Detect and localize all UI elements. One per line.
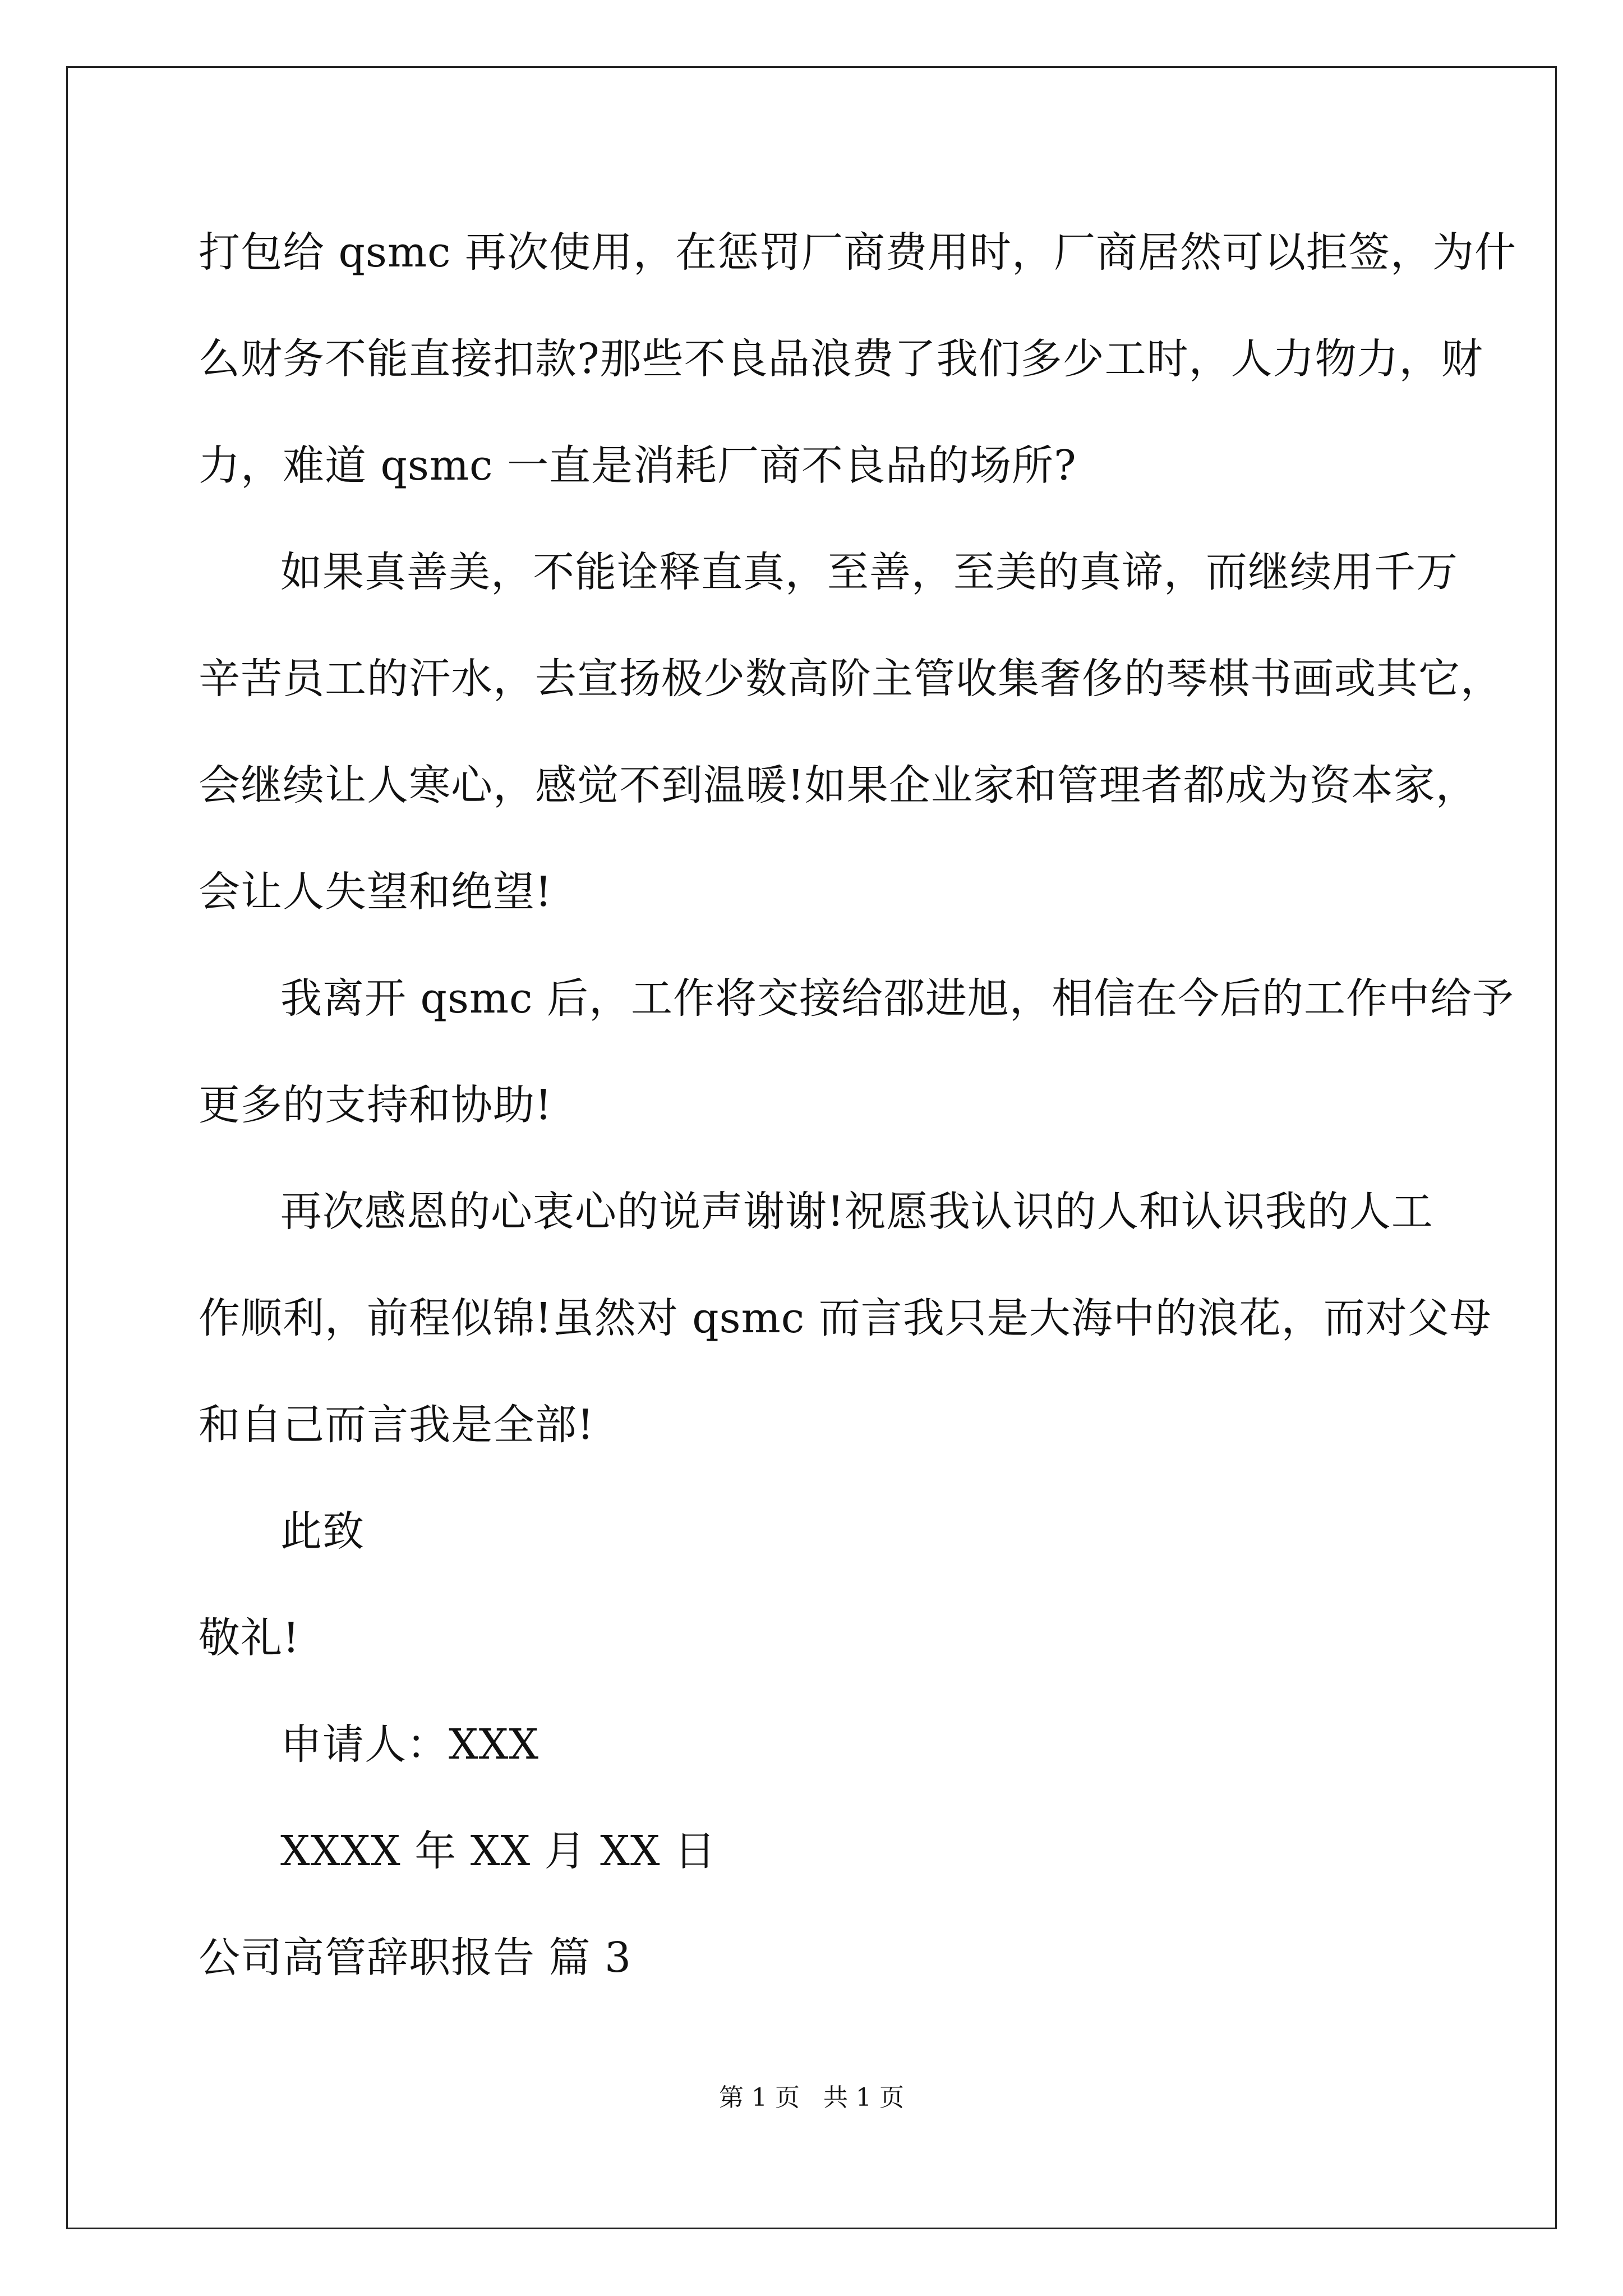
body-line-2: 么财务不能直接扣款?那些不良品浪费了我们多少工时，人力物力，财	[199, 335, 1483, 383]
body-line-4: 如果真善美，不能诠释直真，至善，至美的真谛，而继续用千万	[280, 548, 1458, 596]
body-line-9: 更多的支持和协助!	[199, 1081, 552, 1129]
body-line-11: 作顺利，前程似锦!虽然对 qsmc 而言我只是大海中的浪花，而对父母	[199, 1294, 1492, 1342]
closing-greeting: 此致	[280, 1507, 365, 1556]
body-line-8: 我离开 qsmc 后，工作将交接给邵进旭，相信在今后的工作中给予	[280, 974, 1515, 1023]
applicant-signature: 申请人：XXX	[280, 1720, 540, 1769]
page-footer	[0, 2081, 1623, 2115]
page-number-current: 第 1 页	[719, 2083, 800, 2112]
page-number-total: 共 1 页	[823, 2083, 904, 2112]
page-border	[66, 66, 1557, 2229]
date-line: XXXX 年 XX 月 XX 日	[280, 1827, 717, 1875]
body-line-6: 会继续让人寒心，感觉不到温暖!如果企业家和管理者都成为资本家，	[199, 761, 1478, 809]
body-line-12: 和自己而言我是全部!	[199, 1401, 594, 1449]
body-line-5: 辛苦员工的汗水，去宣扬极少数高阶主管收集奢侈的琴棋书画或其它，	[199, 655, 1502, 703]
body-line-10: 再次感恩的心衷心的说声谢谢!祝愿我认识的人和认识我的人工	[280, 1188, 1433, 1236]
section-heading: 公司高管辞职报告 篇 3	[199, 1934, 632, 1982]
closing-salute: 敬礼!	[199, 1614, 300, 1662]
body-line-7: 会让人失望和绝望!	[199, 868, 552, 916]
body-line-3: 力，难道 qsmc 一直是消耗厂商不良品的场所?	[199, 441, 1077, 490]
body-line-1: 打包给 qsmc 再次使用，在惩罚厂商费用时，厂商居然可以拒签，为什	[199, 228, 1517, 277]
